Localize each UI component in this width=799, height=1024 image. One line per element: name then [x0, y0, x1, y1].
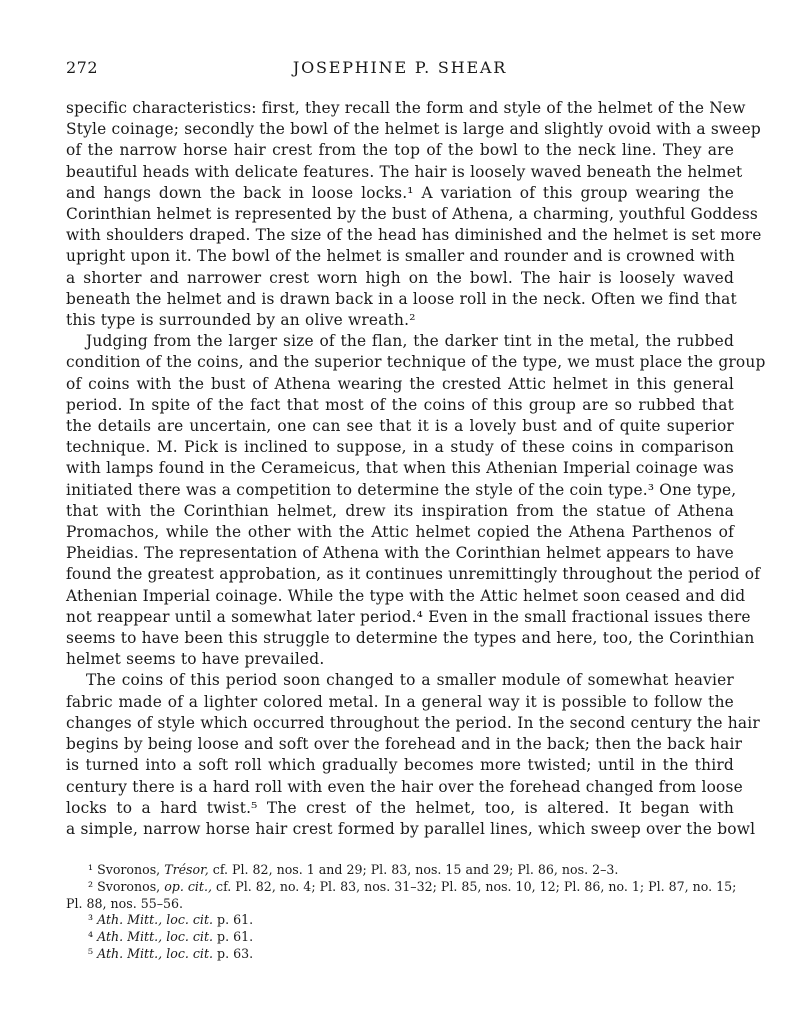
- text-line: century there is a hard roll with even the hair over the forehead changed from loose: [66, 777, 743, 796]
- text-line: period. In spite of the fact that most of the coins of this group are so rubbed that: [66, 395, 734, 414]
- text-line: a shorter and narrower crest worn high on the bowl. The hair is loosely waved: [66, 268, 734, 287]
- text-line: that with the Corinthian helmet, drew its inspiration from the statue of Athena: [66, 501, 734, 520]
- text-line: with lamps found in the Cerameicus, that when this Athenian Imperial coinage was: [66, 459, 734, 478]
- page: [66, 58, 766, 840]
- footnote-reference: cf. Pl. 82, no. 4; Pl. 83, nos. 31–32; Pl. 85, nos. 10, 12; Pl. 86, no. 1; Pl. 87, no. 15;: [216, 878, 737, 894]
- footnote-work: Trésor,: [164, 862, 209, 877]
- footnote-work: loc. cit.: [166, 945, 214, 961]
- footnote-mark: ⁴: [88, 929, 94, 945]
- footnote-mark: ³: [88, 912, 94, 928]
- footnote-2: [66, 878, 737, 913]
- text-line: technique. M. Pick is inclined to suppose, in a study of these coins in comparison: [66, 438, 734, 457]
- text-line: initiated there was a competition to determine the style of the coin type.³ One type,: [66, 480, 737, 499]
- text-line: fabric made of a lighter colored metal. In a general way it is possible to follow the: [66, 692, 734, 711]
- footnote-author: Svoronos,: [97, 878, 161, 894]
- footnote-4: [66, 929, 734, 946]
- running-head: JOSEPHINE P. SHEAR: [292, 58, 508, 77]
- footnote-reference: cf. Pl. 82, nos. 1 and 29; Pl. 83, nos. 15 and 29; Pl. 86, nos. 2–3.: [212, 862, 619, 877]
- text-line: of the narrow horse hair crest from the top of the bowl to the neck line. They are: [66, 141, 734, 160]
- footnote-reference: p. 61.: [217, 929, 254, 945]
- footnote-reference: p. 63.: [217, 945, 254, 961]
- text-line: this type is surrounded by an olive wreath.²: [66, 311, 416, 330]
- text-line: Pheidias. The representation of Athena with the Corinthian helmet appears to have: [66, 544, 734, 563]
- text-line: beautiful heads with delicate features. The hair is loosely waved beneath the helmet: [66, 162, 743, 181]
- footnote-reference: p. 61.: [217, 912, 254, 928]
- footnote-continuation: Pl. 88, nos. 55–56.: [66, 895, 184, 911]
- footnote-author: Ath. Mitt.,: [97, 929, 163, 945]
- text-line: with shoulders draped. The size of the head has diminished and the helmet is set more: [66, 226, 762, 245]
- text-line: found the greatest approbation, as it continues unremittingly throughout the period of: [66, 565, 761, 584]
- text-line: locks to a hard twist.⁵ The crest of the helmet, too, is altered. It began with: [66, 798, 734, 817]
- body-text: [66, 98, 766, 840]
- text-line: upright upon it. The bowl of the helmet is smaller and rounder and is crowned with: [66, 247, 735, 266]
- text-line: specific characteristics: first, they recall the form and style of the helmet of the New: [66, 99, 746, 117]
- footnote-author: Ath. Mitt.,: [97, 945, 163, 961]
- footnote-5: [66, 946, 734, 963]
- text-line: the details are uncertain, one can see that it is a lovely bust and of quite superior: [66, 417, 734, 436]
- text-line: not reappear until a somewhat later period.⁴ Even in the small fractional issues there: [66, 607, 751, 626]
- text-line: a simple, narrow horse hair crest formed by parallel lines, which sweep over the bowl: [66, 819, 756, 838]
- footnote-work: loc. cit.: [166, 912, 214, 928]
- footnote-work: op. cit.,: [164, 878, 212, 894]
- page-number: 272: [66, 58, 99, 77]
- text-line: is turned into a soft roll which gradually becomes more twisted; until in the third: [66, 756, 734, 775]
- footnote-author: Ath. Mitt.,: [97, 912, 163, 928]
- text-line: of coins with the bust of Athena wearing the crested Attic helmet in this general: [66, 374, 734, 393]
- footnote-mark: ¹: [88, 862, 94, 877]
- paragraph-1: [66, 98, 762, 331]
- text-line: The coins of this period soon changed to a smaller module of somewhat heavier: [86, 671, 734, 690]
- footnote-author: Svoronos,: [97, 862, 161, 877]
- text-line: Judging from the larger size of the flan, the darker tint in the metal, the rubbed: [86, 332, 734, 351]
- footnote-mark: ²: [88, 878, 94, 894]
- text-line: Corinthian helmet is represented by the bust of Athena, a charming, youthful Goddess: [66, 205, 759, 224]
- text-line: seems to have been this struggle to determine the types and here, too, the Corinthian: [66, 629, 755, 648]
- footnote-1: [66, 862, 734, 879]
- text-line: Style coinage; secondly the bowl of the helmet is large and slightly ovoid with a sweep: [66, 120, 761, 139]
- text-line: condition of the coins, and the superior technique of the type, we must place the group: [66, 353, 766, 372]
- footnote-work: loc. cit.: [166, 929, 214, 945]
- text-line: Athenian Imperial coinage. While the type with the Attic helmet soon ceased and did: [66, 586, 746, 605]
- paragraph-3: [66, 670, 760, 840]
- text-line: changes of style which occurred throughout the period. In the second century the hair: [66, 713, 760, 732]
- text-line: and hangs down the back in loose locks.¹ A variation of this group wearing the: [66, 183, 734, 202]
- text-line: beneath the helmet and is drawn back in a loose roll in the neck. Often we find that: [66, 289, 737, 308]
- footnote-mark: ⁵: [88, 945, 94, 961]
- footnote-3: [66, 912, 734, 929]
- text-line: begins by being loose and soft over the forehead and in the back; then the back hair: [66, 735, 743, 754]
- text-line: Promachos, while the other with the Attic helmet copied the Athena Parthenos of: [66, 523, 734, 542]
- text-line: helmet seems to have prevailed.: [66, 650, 325, 669]
- page-header: [66, 58, 734, 84]
- paragraph-2: [66, 331, 766, 670]
- footnotes: [66, 862, 737, 963]
